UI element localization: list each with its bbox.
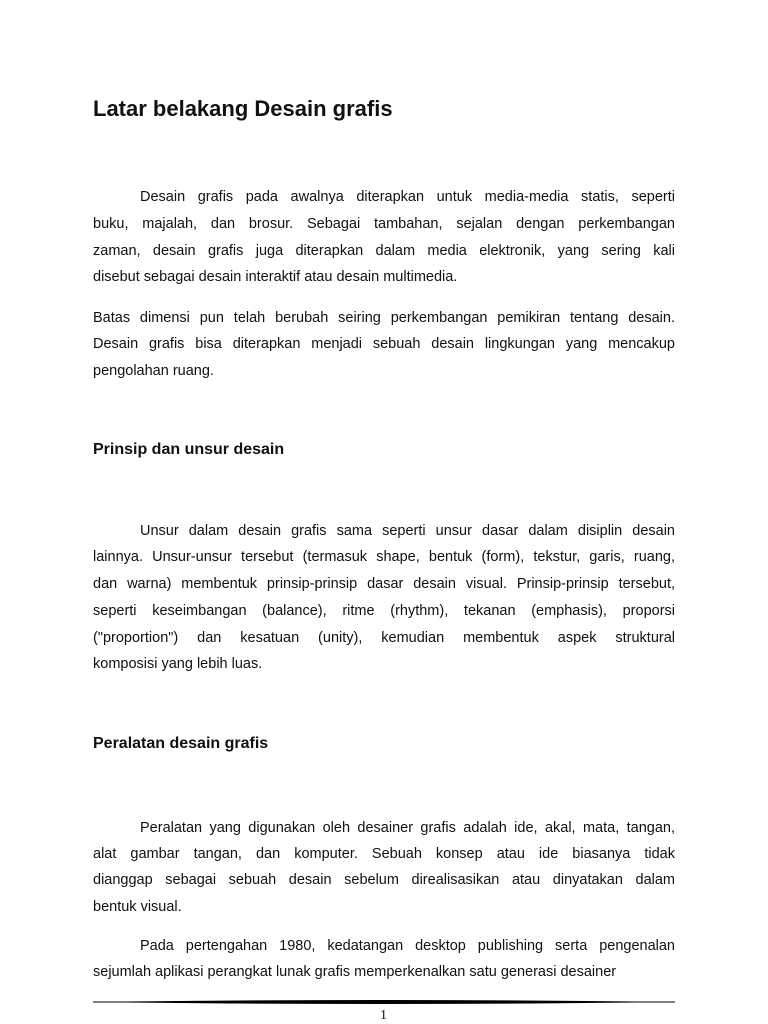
paragraph-line: komposisi yang lebih luas. [93, 656, 263, 672]
paragraph-line: Unsur dalam desain grafis sama seperti unsur dasar dalam disiplin desain [140, 523, 675, 539]
paragraph-line: pengolahan ruang. [93, 363, 214, 379]
paragraph-line: Peralatan yang digunakan oleh desainer grafis adalah ide, akal, mata, tangan, [140, 820, 675, 836]
paragraph-line: dan warna) membentuk prinsip-prinsip dasar desain visual. Prinsip-prinsip tersebut, [93, 576, 675, 592]
paragraph-line: Desain grafis pada awalnya diterapkan untuk media-media statis, seperti [140, 189, 675, 205]
page-title: Latar belakang Desain grafis [93, 96, 393, 121]
footer-rule [93, 999, 675, 1005]
paragraph-line: ("proportion") dan kesatuan (unity), kemudian membentuk aspek struktural [93, 630, 675, 646]
paragraph-line: zaman, desain grafis juga diterapkan dalam media elektronik, yang sering kali [93, 243, 675, 259]
paragraph-line: Desain grafis bisa diterapkan menjadi sebuah desain lingkungan yang mencakup [93, 336, 675, 352]
paragraph-line: disebut sebagai desain interaktif atau desain multimedia. [93, 269, 458, 285]
page-number: 1 [380, 1008, 387, 1023]
paragraph-line: seperti keseimbangan (balance), ritme (rhythm), tekanan (emphasis), proporsi [93, 603, 675, 619]
paragraph-line: sejumlah aplikasi perangkat lunak grafis memperkenalkan satu generasi desainer [93, 964, 617, 980]
paragraph-line: buku, majalah, dan brosur. Sebagai tambahan, sejalan dengan perkembangan [93, 216, 675, 232]
paragraph-line: Pada pertengahan 1980, kedatangan desktop publishing serta pengenalan [140, 938, 675, 954]
paragraph-line: Batas dimensi pun telah berubah seiring perkembangan pemikiran tentang desain. [93, 310, 675, 326]
paragraph-line: lainnya. Unsur-unsur tersebut (termasuk shape, bentuk (form), tekstur, garis, ruang, [93, 549, 675, 565]
section-heading: Peralatan desain grafis [93, 735, 269, 752]
paragraph-line: bentuk visual. [93, 899, 182, 915]
section-heading: Prinsip dan unsur desain [93, 441, 285, 458]
paragraph-line: dianggap sebagai sebuah desain sebelum direalisasikan atau dinyatakan dalam [93, 872, 675, 888]
paragraph-line: alat gambar tangan, dan komputer. Sebuah konsep atau ide biasanya tidak [93, 846, 675, 862]
